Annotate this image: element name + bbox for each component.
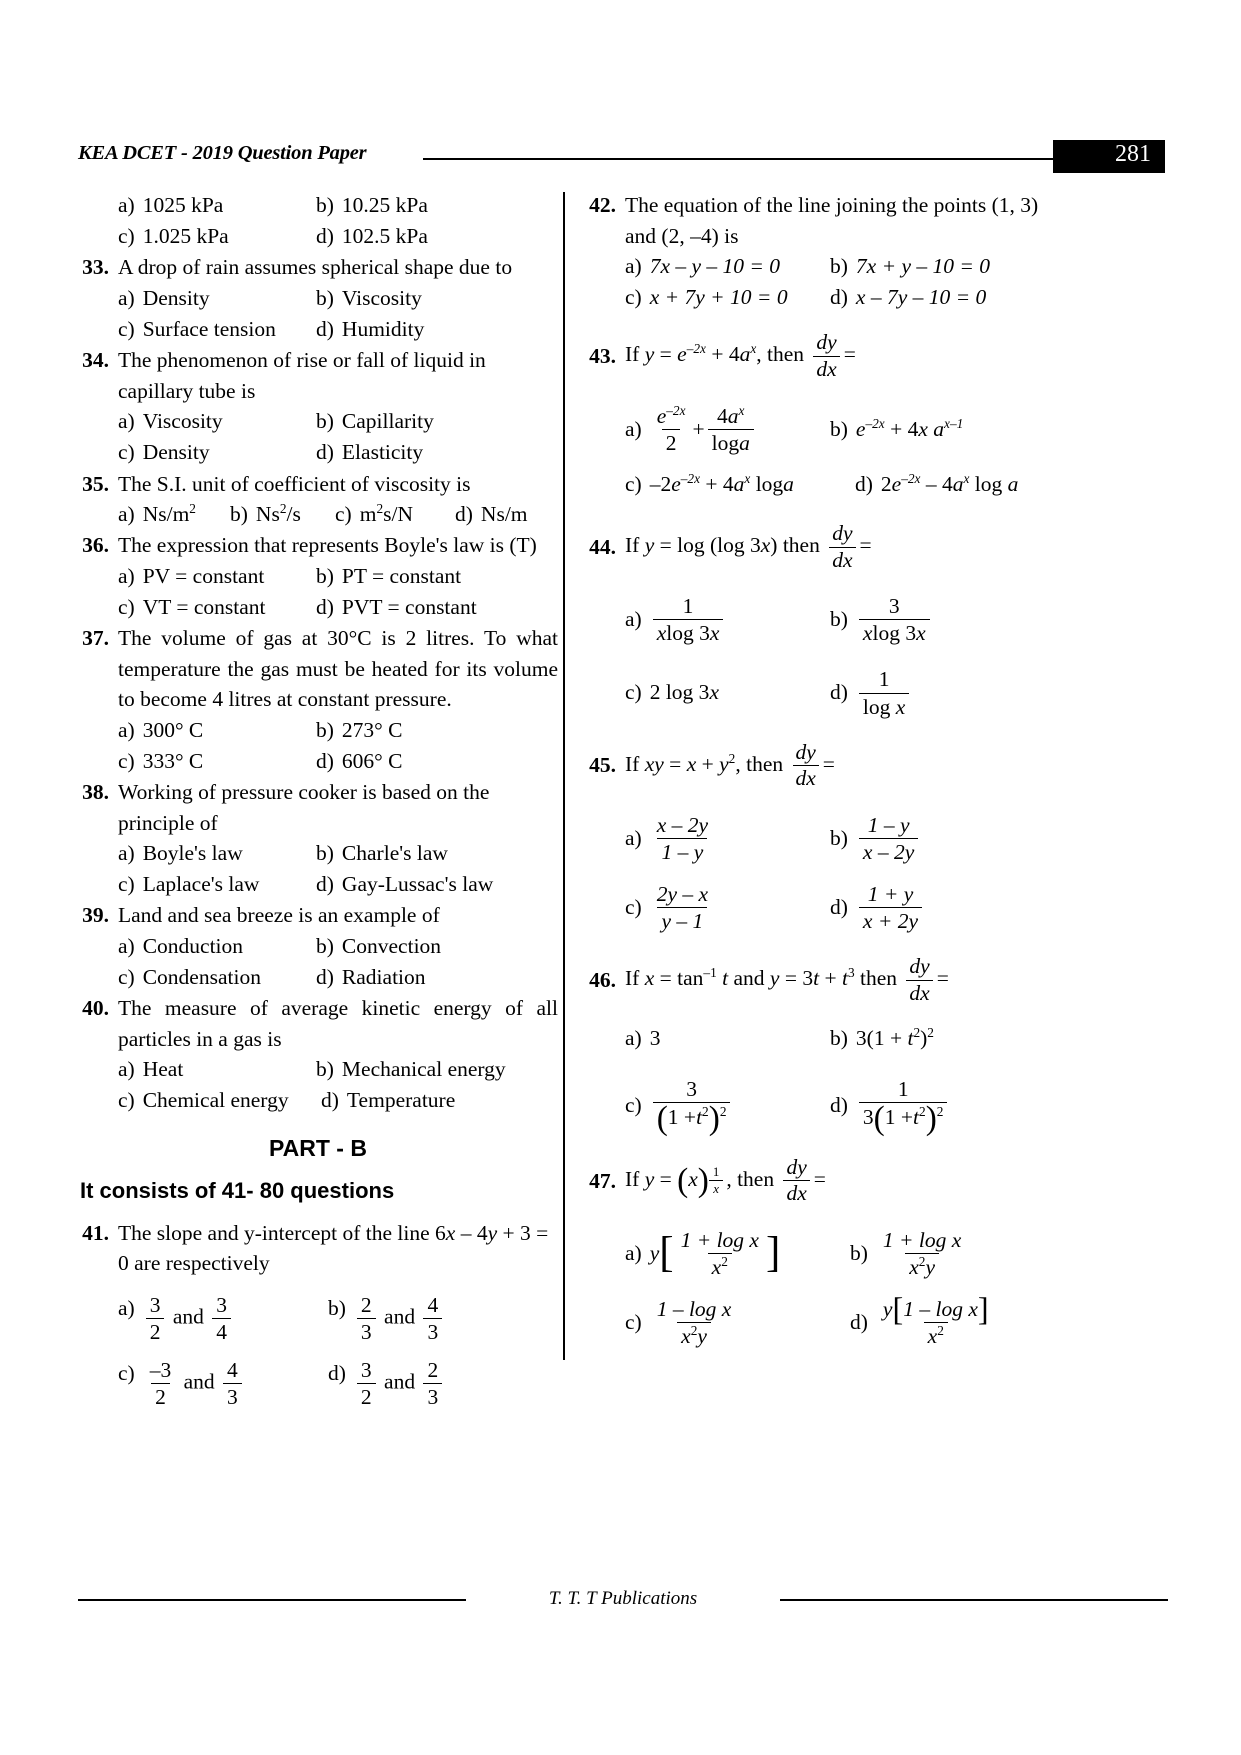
option-c[interactable]	[335, 499, 455, 530]
option-label-d: d)	[850, 1310, 868, 1335]
option-label-a: a)	[118, 285, 135, 310]
option-label-c: c)	[118, 748, 135, 773]
option-label-b: b)	[328, 1295, 346, 1320]
option-label-a: a)	[118, 502, 135, 527]
option-d[interactable]	[830, 1076, 950, 1137]
option-b[interactable]	[328, 1293, 445, 1344]
option-text-b: $e^{-2x} + 4x$ $a^{x-1}$	[855, 415, 964, 441]
option-text-a: Viscosity	[142, 409, 223, 434]
option-text-b: Viscosity	[341, 285, 422, 310]
page-number: 281	[1115, 141, 1151, 167]
option-label-c: c)	[625, 1310, 642, 1335]
option-b[interactable]	[316, 715, 403, 746]
option-label-d: d)	[830, 1092, 848, 1117]
option-b[interactable]	[850, 1228, 968, 1279]
option-b[interactable]	[316, 406, 434, 437]
option-label-d: d)	[455, 502, 473, 527]
option-label-d: d)	[316, 224, 334, 249]
option-text-b: $\frac{3}{xlog 3x}$	[856, 594, 933, 645]
question-text: The S.I. unit of coefficient of viscosity is	[118, 471, 471, 496]
question-text: The phenomenon of rise or fall of liquid in capillary tube is	[118, 348, 486, 403]
option-label-b: b)	[316, 933, 334, 958]
question-text: If $x = \tan^{-1} t$ and $y = 3t + t^3$ then $\frac{dy}{dx}$ =	[625, 954, 949, 1005]
page-footer	[78, 1588, 1168, 1612]
option-text-a: $\frac{x - 2y}{1 - y}$	[656, 812, 709, 864]
option-label-b: b)	[316, 563, 334, 588]
option-text-b: PT = constant	[341, 563, 462, 588]
option-a[interactable]	[118, 283, 316, 314]
option-label-b: b)	[830, 254, 848, 279]
option-b[interactable]	[830, 251, 990, 282]
question-text: A drop of rain assumes spherical shape due to	[118, 255, 513, 280]
question-number: 41.	[82, 1220, 109, 1245]
option-text-a: $\frac{1}{xlog 3x}$	[650, 594, 727, 645]
option-b[interactable]	[316, 931, 441, 962]
question-36	[78, 530, 558, 623]
option-text-a: Heat	[142, 1057, 184, 1082]
option-a[interactable]	[625, 251, 830, 282]
question-40	[78, 993, 558, 1116]
option-text-b: 7x + y – 10 = 0	[855, 254, 991, 279]
question-number: 44.	[589, 534, 616, 559]
question-47	[585, 1156, 1065, 1349]
question-number: 37.	[82, 626, 109, 651]
option-a[interactable]	[118, 561, 316, 592]
option-c[interactable]	[625, 1297, 850, 1348]
option-d[interactable]	[830, 282, 986, 313]
option-a[interactable]	[625, 404, 830, 455]
option-label-c: c)	[118, 965, 135, 990]
option-text-c: 2 log 3x	[649, 680, 719, 705]
option-d[interactable]	[830, 882, 925, 933]
option-label-b: b)	[850, 1240, 868, 1265]
option-d[interactable]	[850, 1290, 996, 1349]
option-text-d: Elasticity	[341, 440, 424, 465]
option-label-a: a)	[118, 933, 135, 958]
question-text: Working of pressure cooker is based on the principle of	[118, 780, 490, 835]
option-a[interactable]	[118, 1054, 316, 1085]
option-text-b: $\frac{1 - y}{x - 2y}$	[856, 813, 921, 864]
option-text-d: Radiation	[341, 965, 426, 990]
option-text-d: Ns/m	[480, 502, 528, 527]
option-label-d: d)	[830, 285, 848, 310]
page-number-box	[1053, 140, 1165, 173]
option-label-a: a)	[118, 409, 135, 434]
option-d[interactable]	[316, 592, 477, 623]
option-d[interactable]	[316, 437, 423, 468]
option-label-a: a)	[118, 563, 135, 588]
option-text-d: $\frac{1 + y}{x + 2y}$	[856, 882, 925, 933]
option-label-c: c)	[625, 471, 642, 496]
option-label-a: a)	[118, 841, 135, 866]
question-number: 42.	[589, 193, 616, 217]
option-label-a: a)	[625, 416, 642, 441]
option-c[interactable]	[118, 869, 316, 900]
option-label-a: a)	[625, 1240, 642, 1265]
question-41	[78, 1218, 558, 1409]
option-text-c: 1.025 kPa	[142, 224, 229, 249]
option-label-c: c)	[625, 680, 642, 705]
part-b-title: PART - B	[269, 1134, 367, 1161]
option-text-c: $-2e^{-2x} + 4a^x$ loga	[649, 470, 794, 496]
option-a[interactable]	[118, 838, 316, 869]
option-label-a: a)	[118, 1295, 135, 1320]
question-number: 46.	[589, 968, 616, 993]
option-d[interactable]	[321, 1085, 455, 1116]
option-text-c: x + 7y + 10 = 0	[649, 285, 788, 310]
option-text-b: Capillarity	[341, 409, 434, 434]
option-label-c: c)	[625, 285, 642, 310]
option-text-c: $m^2s/N$	[359, 500, 413, 527]
option-label-d: d)	[316, 965, 334, 990]
footer-text: T. T. T Publications	[548, 1588, 698, 1609]
question-text: The measure of average kinetic energy of all particles in a gas is	[118, 996, 558, 1051]
question-text: If y = (x) $\frac{1}{x}$ , then $\frac{dy}{dx}$ =	[625, 1154, 826, 1206]
option-d[interactable]	[328, 1358, 445, 1409]
option-text-c: $\frac{\text{1 – log x}}{x^2y}$	[656, 1297, 732, 1349]
option-label-d: d)	[321, 1088, 339, 1113]
question-43	[585, 331, 1065, 500]
option-c[interactable]	[118, 746, 316, 777]
option-a[interactable]	[118, 406, 316, 437]
option-text-d: 606° C	[341, 748, 403, 773]
option-c[interactable]	[118, 314, 316, 345]
option-text-a: $\frac{3}{2}$ and $\frac{3}{4}$	[143, 1293, 234, 1344]
question-number: 35.	[82, 471, 109, 496]
option-b[interactable]	[230, 499, 335, 530]
option-label-c: c)	[118, 1088, 135, 1113]
option-text-d: x – 7y – 10 = 0	[855, 285, 987, 310]
option-label-a: a)	[625, 825, 642, 850]
option-text-c: VT = constant	[142, 594, 266, 619]
question-number: 34.	[82, 348, 109, 373]
option-text-c: Chemical energy	[142, 1088, 289, 1113]
option-d[interactable]	[855, 469, 1018, 500]
option-label-d: d)	[830, 895, 848, 919]
option-d[interactable]	[316, 221, 428, 252]
option-label-b: b)	[830, 416, 848, 441]
option-text-b: 10.25 kPa	[341, 193, 428, 217]
question-text: The volume of gas at 30°C is 2 litres. To what temperature the gas must be heated for its volume to become 4 litres at constant pressure.	[118, 626, 558, 712]
option-text-d: 102.5 kPa	[341, 224, 428, 249]
option-label-c: c)	[118, 317, 135, 342]
option-text-a: 7x – y – 10 = 0	[649, 254, 781, 279]
option-label-d: d)	[316, 317, 334, 342]
option-label-a: a)	[625, 254, 642, 279]
option-b[interactable]	[830, 594, 933, 645]
option-a[interactable]	[118, 499, 230, 530]
option-b[interactable]	[830, 414, 963, 445]
question-number: 45.	[589, 753, 616, 778]
option-text-a: 3	[649, 1026, 661, 1051]
option-label-b: b)	[830, 825, 848, 850]
option-a[interactable]	[118, 931, 316, 962]
option-label-d: d)	[855, 471, 873, 496]
option-label-d: d)	[830, 680, 848, 705]
option-c[interactable]	[118, 592, 316, 623]
option-label-c: c)	[625, 895, 642, 919]
option-c[interactable]	[118, 437, 316, 468]
option-label-b: b)	[316, 193, 334, 217]
question-text: The equation of the line joining the points (1, 3) and (2, –4) is	[625, 193, 1039, 248]
option-text-a: $\frac{e^{-2x}}{2}$ + $\frac{4a^x}{\log a}$	[650, 404, 757, 455]
option-text-c: Surface tension	[142, 317, 276, 342]
option-label-d: d)	[316, 440, 334, 465]
question-45	[585, 741, 1065, 934]
page-header	[78, 140, 1168, 174]
option-d[interactable]	[830, 667, 912, 718]
header-title: KEA DCET - 2019 Question Paper	[78, 142, 367, 164]
option-label-c: c)	[118, 594, 135, 619]
header-rule	[423, 158, 1053, 160]
option-text-a: 300° C	[142, 717, 204, 742]
option-a[interactable]	[625, 813, 830, 864]
question-text: Land and sea breeze is an example of	[118, 903, 440, 928]
option-c[interactable]	[625, 282, 830, 313]
option-label-c: c)	[118, 440, 135, 465]
option-b[interactable]	[830, 813, 921, 864]
option-text-d: $\frac{3}{2}$ and $\frac{2}{3}$	[354, 1358, 445, 1409]
option-c[interactable]	[625, 1076, 830, 1137]
option-text-b: Convection	[341, 933, 442, 958]
option-d[interactable]	[455, 499, 528, 530]
option-text-d: PVT = constant	[341, 594, 477, 619]
question-number: 43.	[589, 344, 616, 369]
option-label-d: d)	[328, 1360, 346, 1385]
option-text-d: y [ 1 – log x ] $x^2$	[882, 1290, 989, 1349]
option-label-d: d)	[316, 594, 334, 619]
option-text-d: $2e^{-2x} - 4a^x$ log a	[880, 470, 1019, 496]
option-b[interactable]	[316, 838, 448, 869]
option-label-b: b)	[316, 841, 334, 866]
option-b[interactable]	[830, 1023, 934, 1054]
option-text-a: Conduction	[142, 933, 244, 958]
option-text-d: Temperature	[346, 1088, 456, 1113]
option-text-b: $\frac{\text{1 + log x}}{x^2y}$	[882, 1227, 962, 1280]
option-a[interactable]	[118, 715, 316, 746]
option-c[interactable]	[625, 677, 830, 708]
question-text: The slope and y-intercept of the line 6x – 4y + 3 = 0 are respectively	[118, 1220, 549, 1276]
option-c[interactable]	[118, 221, 316, 252]
option-text-c: $\frac{2y - x}{y - 1}$	[656, 882, 709, 934]
option-d[interactable]	[316, 746, 403, 777]
right-column	[585, 190, 1065, 1348]
option-b[interactable]	[316, 283, 422, 314]
option-b[interactable]	[316, 561, 461, 592]
option-text-c: Density	[142, 440, 210, 465]
option-label-c: c)	[118, 224, 135, 249]
option-text-d: $\frac{1}{\text{log x}}$	[856, 667, 912, 718]
option-text-c: 333° C	[142, 748, 204, 773]
option-label-a: a)	[625, 1026, 642, 1051]
option-c[interactable]	[625, 469, 855, 500]
question-39	[78, 900, 558, 993]
option-label-b: b)	[230, 502, 248, 527]
option-c[interactable]	[625, 882, 830, 933]
question-38	[78, 777, 558, 900]
question-text: The expression that represents Boyle's law is (T)	[118, 533, 537, 558]
option-label-c: c)	[118, 1360, 135, 1385]
question-44	[585, 522, 1065, 719]
question-number: 36.	[82, 533, 109, 558]
option-label-c: c)	[118, 872, 135, 897]
option-c[interactable]	[118, 1085, 321, 1116]
option-text-c: Condensation	[142, 965, 261, 990]
option-text-b: $\frac{2}{3}$ and $\frac{4}{3}$	[354, 1293, 445, 1344]
option-text-a: $Ns/m^2$	[142, 500, 196, 527]
question-number: 38.	[82, 780, 109, 805]
option-text-a: 1025 kPa	[142, 193, 224, 217]
column-divider	[563, 192, 565, 1360]
option-a[interactable]	[625, 1228, 850, 1279]
question-42	[585, 190, 1065, 313]
option-label-b: b)	[316, 1057, 334, 1082]
option-label-b: b)	[316, 717, 334, 742]
question-number: 33.	[82, 255, 109, 280]
question-number: 40.	[82, 996, 109, 1021]
option-label-c: c)	[335, 502, 352, 527]
option-text-c: $\frac{3}{(1 +t^2)^2}$	[650, 1077, 734, 1134]
option-text-b: Charle's law	[341, 841, 448, 866]
option-label-d: d)	[316, 748, 334, 773]
question-text: If xy = $x + y^2$, then $\frac{dy}{dx}$ =	[625, 739, 835, 791]
question-number: 39.	[82, 903, 109, 928]
option-b[interactable]	[316, 190, 428, 221]
option-text-a: Boyle's law	[142, 841, 243, 866]
option-d[interactable]	[316, 869, 493, 900]
option-a[interactable]	[118, 190, 316, 221]
question-33	[78, 252, 558, 345]
option-label-d: d)	[316, 872, 334, 897]
option-label-b: b)	[830, 1026, 848, 1051]
option-text-b: $3(1 + t^2)^2$	[855, 1025, 934, 1051]
option-text-d: Humidity	[341, 317, 425, 342]
option-text-b: Mechanical energy	[341, 1057, 506, 1082]
left-column	[78, 190, 558, 1409]
question-text: If $y = e^{-2x} + 4a^x$, then $\frac{dy}{dx}$ =	[625, 330, 856, 382]
option-c[interactable]	[118, 1358, 328, 1409]
option-text-c: $\frac{-3}{2}$ and $\frac{4}{3}$	[143, 1358, 245, 1409]
option-d[interactable]	[316, 962, 426, 993]
option-label-b: b)	[316, 409, 334, 434]
option-a[interactable]	[625, 594, 830, 645]
question-35	[78, 469, 558, 531]
option-text-a: Density	[142, 285, 210, 310]
option-c[interactable]	[118, 962, 316, 993]
option-a[interactable]	[625, 1023, 830, 1054]
option-label-a: a)	[625, 607, 642, 632]
option-b[interactable]	[316, 1054, 506, 1085]
option-text-b: Ns$^2$/s	[255, 500, 301, 527]
option-label-b: b)	[316, 285, 334, 310]
option-text-d: Gay-Lussac's law	[341, 872, 494, 897]
option-a[interactable]	[118, 1293, 328, 1344]
option-label-c: c)	[625, 1092, 642, 1117]
option-label-a: a)	[118, 717, 135, 742]
option-text-a: PV = constant	[142, 563, 265, 588]
question-37	[78, 623, 558, 777]
question-34	[78, 345, 558, 468]
option-label-a: a)	[118, 193, 135, 217]
option-text-c: Laplace's law	[142, 872, 260, 897]
option-text-d: $\frac{1}{3(1 +t^2)^2}$	[856, 1077, 951, 1134]
question-46	[585, 954, 1065, 1137]
question-text: If y = log (log 3x) then $\frac{dy}{dx}$ =	[625, 520, 872, 572]
option-label-a: a)	[118, 1057, 135, 1082]
part-b-subtitle: It consists of 41- 80 questions	[80, 1177, 395, 1203]
option-d[interactable]	[316, 314, 424, 345]
option-text-b: 273° C	[341, 717, 403, 742]
option-text-a: y [ $\frac{\text{1 + log x}}{x^2}$ ]	[649, 1227, 781, 1280]
question-number: 47.	[589, 1168, 616, 1193]
option-label-b: b)	[830, 607, 848, 632]
question-32-options	[78, 190, 558, 252]
